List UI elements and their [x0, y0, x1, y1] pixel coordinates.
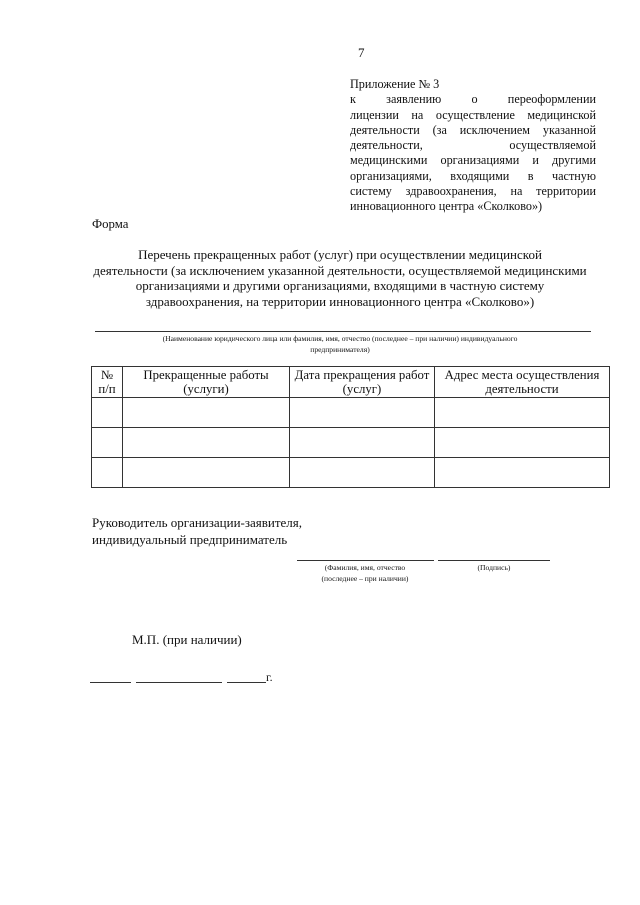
- title-line: Перечень прекращенных работ (услуг) при осуществлении медицинской: [138, 247, 542, 262]
- header-text: (услуги): [183, 382, 229, 396]
- appendix-line: деятельности (за исключением указанной: [350, 122, 596, 137]
- org-caption-line: (Наименование юридического лица или фамилия, имя, отчество (последнее – при наличии) индивидуального: [162, 334, 518, 343]
- table-row: [92, 458, 610, 488]
- appendix-line: Приложение № 3: [350, 77, 440, 91]
- table-row: [92, 428, 610, 458]
- table-cell[interactable]: [92, 398, 123, 428]
- stamp-label: М.П. (при наличии): [132, 632, 242, 647]
- year-suffix: г.: [266, 670, 273, 684]
- table-cell[interactable]: [435, 428, 610, 458]
- org-name-caption: [80, 334, 600, 355]
- page-number: 7: [358, 45, 365, 60]
- header-text: (услуг): [342, 382, 382, 396]
- caption-line: (Фамилия, имя, отчество: [324, 563, 406, 572]
- appendix-block: [350, 77, 596, 215]
- date-year-input-line[interactable]: [227, 682, 266, 683]
- header-number: [92, 367, 123, 398]
- table-cell[interactable]: [92, 458, 123, 488]
- header-address: [435, 367, 610, 398]
- header-text: №: [100, 367, 114, 382]
- document-title: [80, 247, 600, 310]
- header-text: п/п: [98, 382, 116, 396]
- table-cell[interactable]: [290, 398, 435, 428]
- header-services: [123, 367, 290, 398]
- table-cell[interactable]: [435, 398, 610, 428]
- table-cell[interactable]: [123, 398, 290, 428]
- table-row: [92, 398, 610, 428]
- title-line: деятельности (за исключением указанной деятельности, осуществляемой медицинскими: [93, 262, 587, 278]
- appendix-line: лицензии на осуществление медицинской: [350, 107, 596, 122]
- full-name-input-line[interactable]: [297, 560, 434, 561]
- appendix-line: инновационного центра «Сколково»): [350, 199, 543, 214]
- appendix-line: медицинскими организациями и другими: [350, 153, 596, 168]
- signature-input-line[interactable]: [438, 560, 550, 561]
- terminated-services-table: [91, 366, 610, 488]
- table-cell[interactable]: [290, 458, 435, 488]
- org-caption-line: предпринимателя): [310, 344, 370, 354]
- appendix-line: систему здравоохранения, на территории: [350, 184, 596, 199]
- header-text: Адрес места осуществления: [444, 367, 600, 382]
- appendix-line: организациями, входящими в частную: [350, 168, 596, 183]
- date-day-input-line[interactable]: [90, 682, 131, 683]
- appendix-line: деятельности, осуществляемой: [350, 138, 596, 153]
- table-cell[interactable]: [92, 428, 123, 458]
- table-header-row: [92, 367, 610, 398]
- title-line: организациями и другими организациями, входящими в частную систему: [135, 278, 545, 294]
- signature-caption: (Подпись): [477, 563, 511, 572]
- title-line: здравоохранения, на территории инновационного центра «Сколково»): [145, 294, 535, 310]
- signatory-title: Руководитель организации-заявителя,: [92, 515, 303, 530]
- appendix-line: к заявлению о переоформлении: [350, 92, 596, 107]
- caption-line: (последнее – при наличии): [321, 573, 409, 583]
- table-cell[interactable]: [435, 458, 610, 488]
- signatory-subtitle: индивидуальный предприниматель: [92, 532, 288, 547]
- table-cell[interactable]: [123, 428, 290, 458]
- form-label: Форма: [92, 217, 129, 231]
- table-cell[interactable]: [123, 458, 290, 488]
- header-date: [290, 367, 435, 398]
- table-cell[interactable]: [290, 428, 435, 458]
- date-month-input-line[interactable]: [136, 682, 222, 683]
- header-text: Прекращенные работы: [143, 367, 269, 382]
- full-name-caption: [290, 563, 440, 584]
- header-text: деятельности: [485, 382, 559, 396]
- signatory-block: [92, 514, 302, 548]
- header-text: Дата прекращения работ: [294, 367, 430, 382]
- org-name-input-line[interactable]: [95, 331, 591, 332]
